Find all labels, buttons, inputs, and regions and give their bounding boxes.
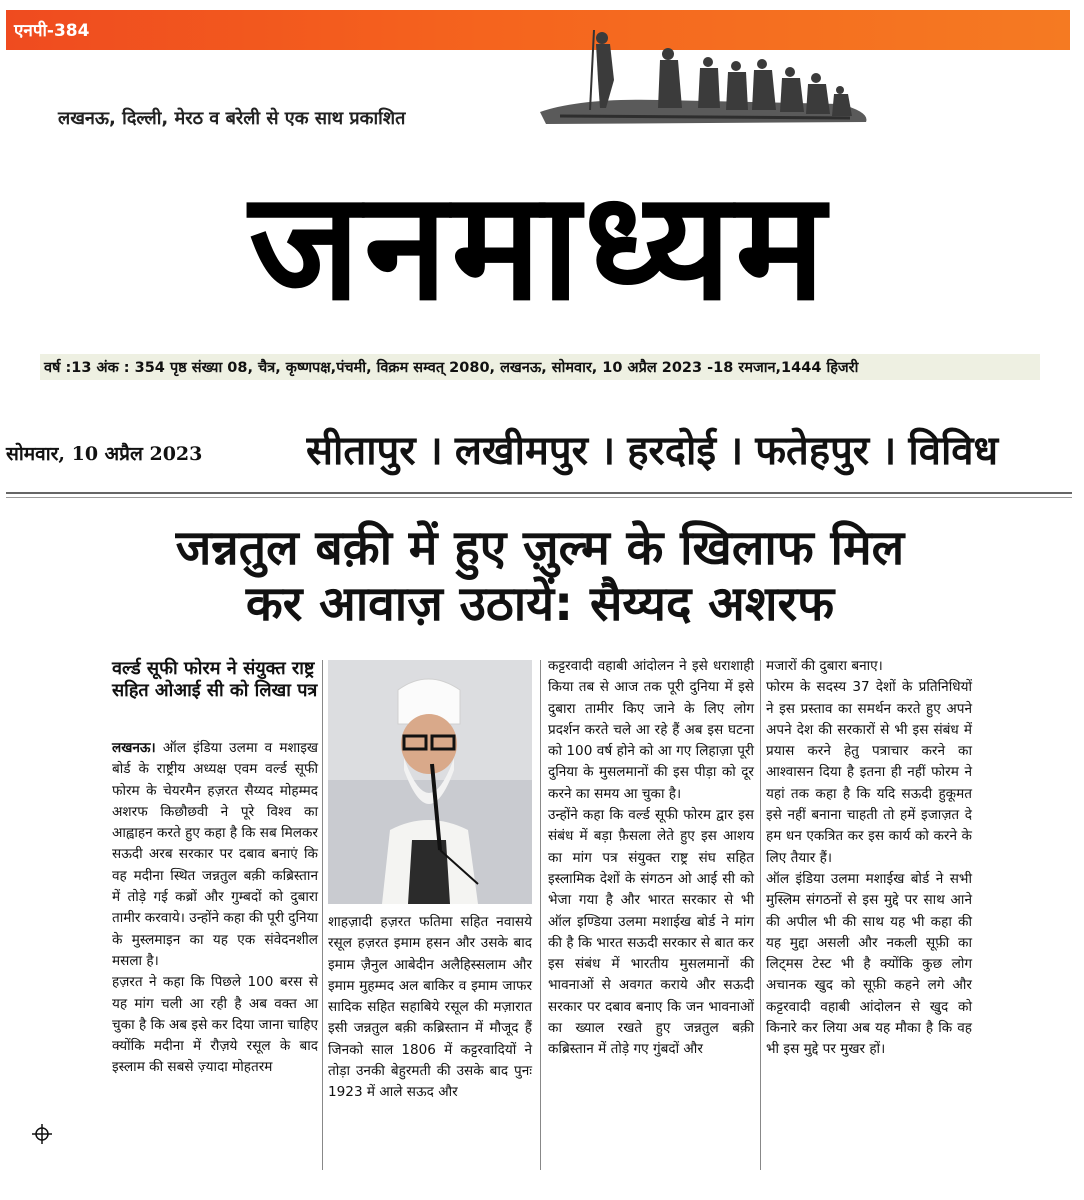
column-divider xyxy=(760,660,761,1170)
section-separator: । xyxy=(600,427,616,474)
statue-illustration xyxy=(540,20,870,132)
paragraph xyxy=(112,738,318,972)
paragraph: उन्होंने कहा कि वर्ल्ड सूफी फोरम द्वार इस संबंध में बड़ा फ़ैसला लेते हुए इस आशय का मांग पत्र संयुक्त राष्ट्र संघ सहित इस्लामिक देशों के संगठन ओ आई सी को भेजा गया है और भारत सरकार से भी ऑल इण्डिया उलमा मशाईख बोर्ड ने मांग की है कि भारत सऊदी सरकार से बात कर इस संबंध में भारतीय मुसलमानों की भावनाओं से अवगत कराये और सऊदी सरकार पर दबाव बनाए कि जन भावनाओं का ख्याल रखते हुए जन्नतुल बक़ी कब्रिस्तान में तोड़े गए गुंबदों और xyxy=(548,807,754,1058)
header-divider xyxy=(6,492,1072,498)
article-column-1 xyxy=(112,738,318,1079)
column-divider xyxy=(322,660,323,1170)
column-divider xyxy=(540,660,541,1170)
masthead-title: जनमाध्यम xyxy=(248,160,830,334)
article-column-2 xyxy=(328,912,532,1104)
paragraph: कट्टरवादी वहाबी आंदोलन ने इसे धराशाही किया तब से आज तक पूरी दुनिया में इसे दुबारा तामीर किए जाने के लिए लोग प्रदर्शन करते चले आ रहे हैं अब इस घटना को 100 वर्ष होने को आ गए लिहाज़ा पूरी दुनिया के मुसलमानों की इस पीड़ा को दूर करने का समय आ चुका है। xyxy=(548,658,754,802)
paragraph: हज़रत ने कहा कि पिछले 100 बरस से यह मांग चली आ रही है अब वक्त आ चुका है कि अब इसे कर दिया जाना चाहिए क्योंकि मदीना में रौज़ये रसूल के बाद इस्लाम की सबसे ज़्यादा मोहतरम xyxy=(112,974,318,1076)
article-column-3 xyxy=(548,656,754,1061)
section-separator: । xyxy=(728,427,744,474)
paragraph: मजारों की दुबारा बनाए। xyxy=(766,658,883,674)
paragraph-text: ऑल इंडिया उलमा व मशाइख बोर्ड के राष्ट्रीय अध्यक्ष एवम वर्ल्ड सूफी फोरम के चेयरमैन हज़रत सैय्यद मोहम्मद अशरफ किछौछवी ने पूरे विश्व का आह्वाहन करते हुए कहा है कि सब मिलकर सऊदी अरब सरकार पर दबाव बनाएं कि वह मदीना स्थित जन्नतुल बक़ी कब्रिस्तान में तोड़े गई कब्रों और गुम्बदों को दुबारा तामीर करवाये। उन्होंने कहा की पूरी दुनिया के मुस्लमाइन का यह एक संवेदनशील मसला है। xyxy=(112,740,319,969)
page-date: सोमवार, 10 अप्रैल 2023 xyxy=(6,443,203,465)
top-banner xyxy=(6,10,1070,50)
tagline: लखनऊ, दिल्ली, मेरठ व बरेली से एक साथ प्रकाशित xyxy=(58,108,406,129)
paragraph: शाहज़ादी हज़रत फतिमा सहित नवासये रसूल हज़रत इमाम हसन और उसके बाद इमाम ज़ैनुल आबेदीन अलैहिस्सलाम और इमाम मुहम्मद अल बाकिर व इमाम जाफर सादिक सहित सहाबिये रसूल की मज़ारात इसी जन्नतुल बक़ी कब्रिस्तान में मौजूद हैं जिनको साल 1806 में कट्टरवादियों ने तोड़ा उनकी बेहुरमती की उसके बाद पुनः 1923 में आले सऊद और xyxy=(328,914,532,1101)
section-vividh: विविध xyxy=(908,427,999,474)
section-list xyxy=(306,420,1070,476)
edition-code: एनपी-384 xyxy=(14,21,90,41)
section-header xyxy=(6,420,1070,476)
issue-info-bar xyxy=(40,354,1040,380)
headline-line-1: जन्नतुल बक़ी में हुए ज़ुल्म के खिलाफ मिल xyxy=(175,520,905,576)
section-fatehpur: फतेहपुर xyxy=(755,427,870,474)
speaker-photo xyxy=(328,660,532,904)
section-lakhimpur: लखीमपुर xyxy=(454,427,589,474)
dateline: लखनऊ। xyxy=(112,740,156,756)
section-separator: । xyxy=(427,427,443,474)
paragraph: ऑल इंडिया उलमा मशाईख बोर्ड ने सभी मुस्लिम संगठनों से इस मुद्दे पर साथ आने की अपील भी की साथ यह भी कहा की यह मुद्दा असली और नकली सूफ़ी का लिट्मस टेस्ट भी है क्योंकि कुछ लोग अचानक खुद को सूफ़ी कहने लगे और कट्टरवादी वहाबी आंदोलन से खुद को किनारे कर लिया अब यह मौका है कि वह भी इस मुद्दे पर मुखर हों। xyxy=(766,870,972,1058)
headline-line-2: कर आवाज़ उठायें: सैय्यद अशरफ xyxy=(245,576,835,632)
section-separator: । xyxy=(881,427,897,474)
article-column-4 xyxy=(766,656,972,1061)
section-hardoi: हरदोई xyxy=(627,427,717,474)
issue-info: वर्ष :13 अंक : 354 पृष्ठ संख्या 08, चैत्र, कृष्णपक्ष,पंचमी, विक्रम सम्वत् 2080, लखनऊ, सोमवार, 10 अप्रैल 2023 -18 रमजान,1444 हिजरी xyxy=(44,360,859,376)
section-sitapur: सीतापुर xyxy=(306,427,416,474)
registration-mark-icon xyxy=(32,1124,52,1144)
paragraph: फोरम के सदस्य 37 देशों के प्रतिनिधियों ने इस प्रस्ताव का समर्थन करते हुए अपने अपने देश की सरकारों से भी इस संबंध में प्रयास करने हेतु पत्राचार करने का आश्वासन दिया है इतना ही नहीं फोरम ने यहां तक कहा है कि यदि सऊदी हुकूमत इसे नहीं बनाना चाहती तो हमें इजाज़त दे हम धन एकत्रित कर इस कार्य को करने के लिए तैयार हैं। xyxy=(766,679,972,866)
article-headline xyxy=(40,520,1040,632)
article-subhead: वर्ल्ड सूफी फोरम ने संयुक्त राष्ट्र सहित ओआई सी को लिखा पत्र xyxy=(112,658,318,701)
